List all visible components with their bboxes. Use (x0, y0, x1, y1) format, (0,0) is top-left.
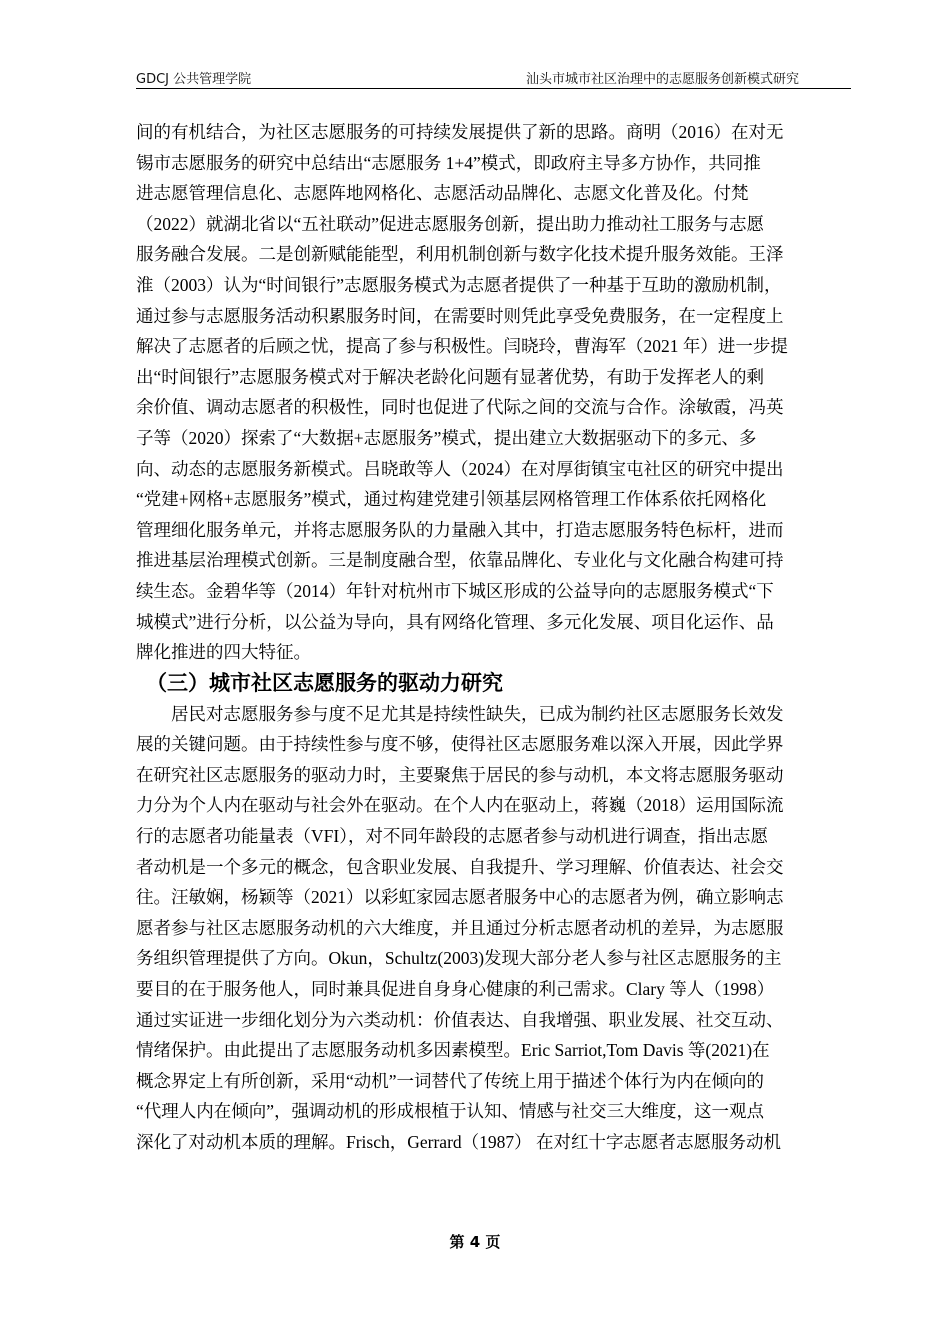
text-line: 管理细化服务单元，并将志愿服务队的力量融入其中，打造志愿服务特色标杆，进而 (136, 519, 784, 540)
text-line: 子等（2020）探索了“大数据+志愿服务”模式，提出建立大数据驱动下的多元、多 (136, 427, 757, 448)
text-line: 情绪保护。由此提出了志愿服务动机多因素模型。Eric Sarriot,Tom Davis 等(2021)在 (136, 1040, 770, 1061)
text-line: 出“时间银行”志愿服务模式对于解决老龄化问题有显著优势，有助于发挥老人的剩 (136, 366, 765, 387)
text-line: 深化了对动机本质的理解。Frisch，Gerrard（1987） 在对红十字志愿者志愿服务动机 (136, 1132, 782, 1152)
text-line: 愿者参与社区志愿服务动机的六大维度，并且通过分析志愿者动机的差异，为志愿服 (136, 917, 784, 938)
text-line: 服务融合发展。二是创新赋能能型，利用机制创新与数字化技术提升服务效能。王泽 (136, 244, 784, 265)
text-line: 推进基层治理模式创新。三是制度融合型，依靠品牌化、专业化与文化融合构建可持 (136, 550, 784, 571)
text-line: （2022）就湖北省以“五社联动”促进志愿服务创新，提出助力推动社工服务与志愿 (136, 213, 765, 234)
text-line: “代理人内在倾向”，强调动机的形成根植于认知、情感与社交三大维度，这一观点 (136, 1101, 765, 1122)
text-line: 余价值、调动志愿者的积极性，同时也促进了代际之间的交流与合作。涂敏霞，冯英 (136, 397, 784, 418)
paragraph-1 (136, 117, 851, 668)
text-line: 行的志愿者功能量表（VFI），对不同年龄段的志愿者参与动机进行调查，指出志愿 (136, 826, 768, 847)
section-heading: （三）城市社区志愿服务的驱动力研究 (146, 670, 503, 695)
text-line: 通过参与志愿服务活动积累服务时间，在需要时则凭此享受免费服务，在一定程度上 (136, 305, 784, 326)
text-line: 要目的在于服务他人，同时兼具促进自身身心健康的利己需求。Clary 等人（1998） (136, 979, 775, 1000)
text-line: 进志愿管理信息化、志愿阵地网格化、志愿活动品牌化、志愿文化普及化。付梵 (136, 183, 749, 204)
text-line: 锡市志愿服务的研究中总结出“志愿服务 1+4”模式，即政府主导多方协作，共同推 (136, 152, 761, 173)
page-number: 第 4 页 (449, 1233, 501, 1251)
text-line: 续生态。金碧华等（2014）年针对杭州市下城区形成的公益导向的志愿服务模式“下 (136, 580, 774, 601)
text-line: 概念界定上有所创新，采用“动机”一词替代了传统上用于描述个体行为内在倾向的 (136, 1070, 765, 1091)
page-header (136, 64, 851, 89)
text-line: 解决了志愿者的后顾之忧，提高了参与积极性。闫晓玲，曹海军（2021 年）进一步提 (136, 336, 788, 357)
paragraph-2 (136, 699, 851, 1158)
text-line: 牌化推进的四大特征。 (136, 642, 311, 663)
text-line: 间的有机结合，为社区志愿服务的可持续发展提供了新的思路。商明（2016）在对无 (136, 122, 784, 142)
text-line: 务组织管理提供了方向。Okun，Schultz(2003)发现大部分老人参与社区志愿服务的主 (136, 948, 782, 969)
text-line: 通过实证进一步细化划分为六类动机：价值表达、自我增强、职业发展、社交互动、 (136, 1009, 784, 1030)
text-line: 往。汪敏娴，杨颖等（2021）以彩虹家园志愿者服务中心的志愿者为例，确立影响志 (136, 887, 784, 908)
text-line: 淮（2003）认为“时间银行”志愿服务模式为志愿者提供了一种基于互助的激励机制， (136, 274, 782, 295)
text-line: 居民对志愿服务参与度不足尤其是持续性缺失，已成为制约社区志愿服务长效发 (136, 703, 784, 724)
header-title: 汕头市城市社区治理中的志愿服务创新模式研究 (525, 72, 799, 87)
text-line: 向、动态的志愿服务新模式。吕晓敢等人（2024）在对厚街镇宝屯社区的研究中提出 (136, 458, 784, 479)
text-line: 城模式”进行分析，以公益为导向，具有网络化管理、多元化发展、项目化运作、品 (136, 611, 774, 632)
header-institution: GDCJ 公共管理学院 (136, 72, 252, 87)
text-line: 在研究社区志愿服务的驱动力时，主要聚焦于居民的参与动机，本文将志愿服务驱动 (136, 764, 784, 785)
text-line: “党建+网格+志愿服务”模式，通过构建党建引领基层网格管理工作体系依托网格化 (136, 489, 767, 510)
body-text (136, 117, 851, 1158)
text-line: 展的关键问题。由于持续性参与度不够，使得社区志愿服务难以深入开展，因此学界 (136, 734, 784, 755)
text-line: 力分为个人内在驱动与社会外在驱动。在个人内在驱动上，蒋巍（2018）运用国际流 (136, 795, 784, 816)
text-line: 者动机是一个多元的概念，包含职业发展、自我提升、学习理解、价值表达、社会交 (136, 856, 784, 877)
